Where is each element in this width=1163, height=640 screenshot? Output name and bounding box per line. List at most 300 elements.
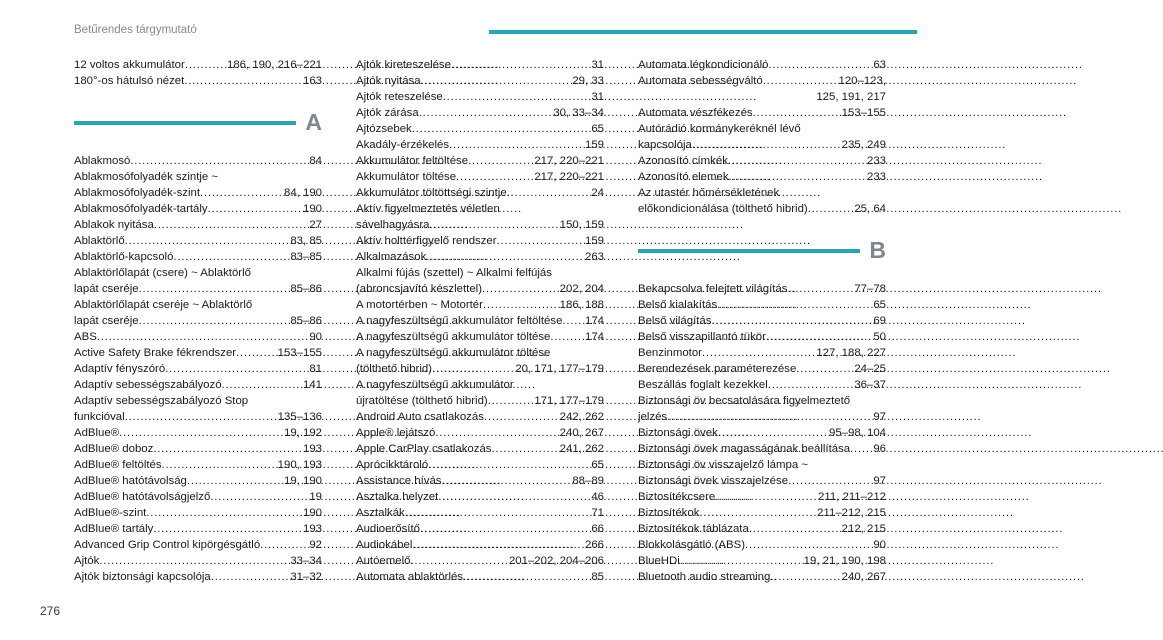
index-entry	[638, 441, 886, 457]
index-term: Biztonsági övek magasságának beállítása	[638, 443, 851, 455]
dot-leader	[173, 249, 290, 265]
index-entry	[638, 281, 886, 297]
index-pages: 141	[302, 379, 322, 391]
index-pages: 127, 188, 227	[816, 347, 886, 359]
dot-leader	[185, 57, 227, 73]
index-pages: 81	[309, 363, 322, 375]
index-pages: 31	[591, 91, 604, 103]
index-pages: 24–25	[854, 363, 886, 375]
index-entry	[638, 409, 886, 425]
dot-leader	[768, 377, 855, 393]
index-entry	[356, 553, 604, 569]
index-pages: 263	[584, 251, 604, 263]
index-pages: 242, 262	[559, 411, 604, 423]
dot-leader	[497, 233, 585, 249]
dot-leader	[236, 345, 278, 361]
index-pages: 65	[873, 299, 886, 311]
dot-leader	[468, 153, 534, 169]
dot-leader	[787, 281, 854, 297]
index-entry	[638, 329, 886, 345]
index-entry	[356, 393, 604, 409]
index-pages: 153–155	[277, 347, 322, 359]
index-entry	[356, 329, 604, 345]
index-term: A nagyfeszültségű akkumulátor feltöltése	[356, 315, 563, 327]
index-pages: 83, 85	[290, 235, 322, 247]
index-entry	[638, 569, 886, 585]
index-pages: 63	[873, 59, 886, 71]
section-letter: B	[869, 237, 886, 263]
dot-leader	[222, 377, 303, 393]
dot-leader	[99, 553, 290, 569]
index-pages: 84, 190	[283, 187, 322, 199]
index-entry	[356, 57, 604, 73]
index-entry	[74, 249, 322, 265]
index-entry	[638, 297, 886, 313]
index-term: Automata légkondicionáló	[638, 59, 769, 71]
index-term: Biztonsági övek visszajelzése	[638, 475, 789, 487]
dot-leader	[680, 553, 804, 569]
index-entry	[74, 201, 322, 217]
index-pages: 240, 267	[559, 427, 604, 439]
index-entry	[74, 233, 322, 249]
index-entry	[356, 233, 604, 249]
index-term: Bekapcsolva felejtett világítás	[638, 283, 788, 295]
section-heading-a	[74, 103, 322, 147]
dot-leader	[753, 105, 842, 121]
dot-leader	[426, 249, 585, 265]
index-pages: 97	[873, 475, 886, 487]
dot-leader	[482, 281, 560, 297]
index-pages: 266	[584, 539, 604, 551]
index-pages: 31	[591, 59, 604, 71]
index-term: kapcsolója	[638, 139, 692, 151]
index-term-line: Aktív figyelmeztetés véletlen	[356, 203, 500, 215]
index-entry	[638, 489, 886, 505]
dot-leader	[699, 505, 817, 521]
section-rule	[74, 121, 296, 125]
index-term: lapát cseréje	[74, 283, 139, 295]
header-accent-bar	[489, 30, 917, 34]
index-entry	[638, 313, 886, 329]
index-term: Ajtók zárása	[356, 107, 419, 119]
dot-leader	[562, 313, 585, 329]
index-term: Ajtók biztonsági kapcsolója	[74, 571, 211, 583]
index-pages: 120–123,	[838, 75, 886, 87]
index-term: előkondicionálása (tölthető hibrid)	[638, 203, 808, 215]
index-entry	[74, 281, 322, 297]
page-number: 276	[40, 604, 61, 618]
index-entry	[638, 473, 886, 489]
index-term: Berendezések paraméterezése	[638, 363, 797, 375]
dot-leader	[146, 505, 303, 521]
index-entry	[356, 569, 604, 585]
dot-leader	[492, 441, 560, 457]
dot-leader	[405, 505, 592, 521]
index-pages: 186, 188	[559, 299, 604, 311]
index-entry	[356, 313, 604, 329]
index-pages: 46	[591, 491, 604, 503]
index-term: Blokkolásgátló (ABS)	[638, 539, 745, 551]
index-pages-continued: 125, 191, 217	[816, 91, 886, 103]
index-pages: 240, 267	[841, 571, 886, 583]
index-entry	[356, 185, 604, 201]
index-term-line: Biztonsági öv visszajelző lámpa ~	[638, 459, 808, 471]
index-term: AdBlue® tartály	[74, 523, 154, 535]
index-entry	[356, 505, 604, 521]
index-term: Ajtók	[74, 555, 100, 567]
index-term-line: Alkalmi fújás (szettel) ~ Alkalmi felfújás	[356, 267, 552, 279]
index-term: Autóemelő	[356, 555, 411, 567]
index-entry	[638, 105, 886, 121]
dot-leader	[210, 489, 309, 505]
index-term: Ablakmosófolyadék-tartály	[74, 203, 208, 215]
index-pages: 84	[309, 155, 322, 167]
index-term: Benzinmotor	[638, 347, 702, 359]
dot-leader	[850, 441, 873, 457]
index-pages: 190, 193	[277, 459, 322, 471]
index-entry	[74, 185, 322, 201]
index-entry	[74, 409, 322, 425]
index-pages: 27	[309, 219, 322, 231]
section-rule	[638, 249, 860, 253]
index-term: Automata vészfékezés	[638, 107, 753, 119]
index-entry	[638, 537, 886, 553]
index-term: Belső világítás	[638, 315, 712, 327]
index-term: Biztosítékok	[638, 507, 700, 519]
index-pages: 31–32	[290, 571, 322, 583]
index-entry	[356, 137, 604, 153]
dot-leader	[484, 409, 560, 425]
index-entry	[356, 89, 604, 105]
index-entry	[74, 329, 322, 345]
index-term: Bluetooth audio streaming	[638, 571, 771, 583]
dot-leader	[728, 153, 867, 169]
index-term: ABS	[74, 331, 97, 343]
index-pages: 95–98, 104	[828, 427, 886, 439]
index-pages: 65	[591, 123, 604, 135]
index-pages: 66	[591, 523, 604, 535]
index-entry	[356, 249, 604, 265]
index-entry	[356, 297, 604, 313]
index-pages: 235, 249	[841, 139, 886, 151]
index-pages: 190	[302, 507, 322, 519]
dot-leader	[770, 569, 841, 585]
index-entry	[356, 153, 604, 169]
dot-leader	[451, 57, 591, 73]
index-term: Automata sebességváltó	[638, 75, 763, 87]
index-pages: 30, 33–34	[553, 107, 604, 119]
index-entry	[638, 345, 886, 361]
dot-leader	[412, 121, 592, 137]
dot-leader	[432, 361, 515, 377]
dot-leader	[187, 473, 284, 489]
index-pages: 19, 21, 190, 198	[803, 555, 886, 567]
index-term: AdBlue® hatótávolságjelző	[74, 491, 211, 503]
dot-leader	[125, 409, 278, 425]
dot-leader	[745, 537, 873, 553]
dot-leader	[711, 313, 873, 329]
dot-leader	[165, 361, 309, 377]
index-pages: 20, 171, 177–179	[515, 363, 604, 375]
index-term: AdBlue® hatótávolság	[74, 475, 187, 487]
index-pages: 174	[584, 315, 604, 327]
dot-leader	[154, 217, 310, 233]
index-term: Akkumulátor töltése	[356, 171, 457, 183]
index-term: AdBlue®	[74, 427, 120, 439]
index-term: (abroncsjavító készlettel)	[356, 283, 482, 295]
index-term: Biztonsági övek	[638, 427, 718, 439]
index-pages: 90	[873, 539, 886, 551]
index-term: újratöltése (tölthető hibrid)	[356, 395, 488, 407]
section-letter: A	[305, 109, 322, 135]
index-pages: 83–85	[290, 251, 322, 263]
index-column-1	[74, 57, 322, 585]
dot-leader	[749, 521, 842, 537]
index-pages: 33–34	[290, 555, 322, 567]
index-entry	[356, 473, 604, 489]
index-pages: 25, 64	[854, 203, 886, 215]
index-term: Ablakmosó	[74, 155, 131, 167]
dot-leader	[139, 313, 291, 329]
dot-leader	[153, 441, 303, 457]
index-term-line: Ablaktörlőlapát (csere) ~ Ablaktörlő	[74, 267, 251, 279]
running-header-title: Betűrendes tárgymutató	[74, 24, 197, 36]
dot-leader	[449, 137, 585, 153]
index-term: Ajtók nyitása	[356, 75, 421, 87]
index-pages: 88–89	[572, 475, 604, 487]
dot-leader	[796, 361, 854, 377]
dot-leader	[717, 297, 873, 313]
index-term: Assistance hívás	[356, 475, 442, 487]
dot-leader	[667, 409, 873, 425]
index-term: Aprócikktároló	[356, 459, 429, 471]
index-term-line: Az utastér hőmérsékletének	[638, 187, 780, 199]
dot-leader	[483, 297, 560, 313]
index-term: Ablakok nyitása	[74, 219, 154, 231]
index-entry	[638, 201, 886, 217]
dot-leader	[119, 425, 284, 441]
index-pages: 97	[873, 411, 886, 423]
dot-leader	[429, 217, 559, 233]
index-term: Automata ablaktörlés	[356, 571, 464, 583]
index-entry	[356, 281, 604, 297]
index-entry	[356, 105, 604, 121]
index-term: Belső visszapillantó tükör	[638, 331, 766, 343]
dot-leader	[766, 329, 873, 345]
index-term: jelzés	[638, 411, 668, 423]
index-entry	[74, 377, 322, 393]
index-term: Ablaktörlő	[74, 235, 125, 247]
index-term: Biztosítékok táblázata	[638, 523, 749, 535]
index-term: Azonosító címkék	[638, 155, 728, 167]
index-pages: 85–86	[290, 315, 322, 327]
index-entry	[74, 553, 322, 569]
index-entry	[74, 73, 322, 89]
index-pages: 65	[591, 459, 604, 471]
index-pages: 92	[309, 539, 322, 551]
index-entry	[74, 473, 322, 489]
dot-leader	[702, 345, 816, 361]
section-heading-b	[638, 231, 886, 275]
index-entry	[356, 489, 604, 505]
dot-leader	[808, 201, 855, 217]
index-entry	[356, 409, 604, 425]
index-entry	[638, 361, 886, 377]
index-term: 12 voltos akkumulátor	[74, 59, 185, 71]
index-pages: 233	[866, 155, 886, 167]
dot-leader	[162, 457, 278, 473]
index-entry	[356, 121, 604, 137]
index-term: AdBlue® doboz	[74, 443, 154, 455]
index-term: funkcióval	[74, 411, 125, 423]
index-term: AdBlue®-szint	[74, 507, 147, 519]
index-term-line: Biztonsági öv becsatolására figyelmeztető	[638, 395, 851, 407]
index-entry	[74, 489, 322, 505]
index-entry	[356, 521, 604, 537]
index-term: Beszállás foglalt kezekkel	[638, 379, 768, 391]
index-pages: 211, 211–212	[818, 491, 886, 503]
index-entry	[356, 537, 604, 553]
index-term-line: Autórádió kormánykeréknél lévő	[638, 123, 801, 135]
index-entry	[74, 441, 322, 457]
index-entry	[74, 425, 322, 441]
index-entry	[74, 505, 322, 521]
index-term: BlueHDi	[638, 555, 680, 567]
index-term: Adaptív sebességszabályozó	[74, 379, 222, 391]
index-term: lapát cseréje	[74, 315, 139, 327]
index-entry	[74, 57, 322, 73]
index-pages: 153–155	[841, 107, 886, 119]
index-pages: 201–202, 204–206	[508, 555, 604, 567]
index-entry	[638, 137, 886, 153]
index-pages: 19, 192	[283, 427, 322, 439]
dot-leader	[463, 569, 591, 585]
index-entry	[638, 73, 886, 89]
index-pages: 174	[584, 331, 604, 343]
index-pages: 190	[302, 203, 322, 215]
index-term: Apple® lejátszó	[356, 427, 436, 439]
index-term: 180°-os hátulsó nézet	[74, 75, 185, 87]
index-pages: 193	[302, 523, 322, 535]
dot-leader	[200, 185, 284, 201]
index-term: Asztalka helyzet	[356, 491, 439, 503]
dot-leader	[211, 569, 291, 585]
index-pages: 90	[309, 331, 322, 343]
index-pages: 211–212, 215	[817, 507, 886, 519]
dot-leader	[441, 473, 572, 489]
dot-leader	[184, 73, 303, 89]
index-term: Ablaktörlő-kapcsoló	[74, 251, 174, 263]
index-term: Akadály-érzékelés	[356, 139, 450, 151]
dot-leader	[97, 329, 310, 345]
index-term: Ajtózsebek	[356, 123, 412, 135]
dot-leader	[763, 73, 839, 89]
index-term: A motortérben ~ Motortér	[356, 299, 483, 311]
index-term: A nagyfeszültségű akkumulátor töltése	[356, 331, 551, 343]
dot-leader	[488, 393, 535, 409]
index-pages: 19	[309, 491, 322, 503]
index-pages: 85–86	[290, 283, 322, 295]
index-term: Ajtók kireteszelése	[356, 59, 451, 71]
index-pages: 71	[591, 507, 604, 519]
dot-leader	[139, 281, 291, 297]
index-entry	[356, 457, 604, 473]
index-pages: 212, 215	[841, 523, 886, 535]
index-pages: 241, 262	[559, 443, 604, 455]
index-term: AdBlue® feltöltés	[74, 459, 162, 471]
index-entry	[356, 217, 604, 233]
index-pages: 202, 204	[559, 283, 604, 295]
index-term-line: A nagyfeszültségű akkumulátor töltése	[356, 347, 551, 359]
index-term-line: A nagyfeszültségű akkumulátor	[356, 379, 514, 391]
index-pages: 36–37	[854, 379, 886, 391]
index-pages: 186, 190, 216–221	[226, 59, 322, 71]
index-entry	[356, 169, 604, 185]
index-entry	[356, 441, 604, 457]
index-pages: 19, 190	[283, 475, 322, 487]
dot-leader	[768, 57, 873, 73]
index-column-2	[356, 57, 604, 585]
index-entry	[74, 457, 322, 473]
index-term: Audioerősítő	[356, 523, 420, 535]
index-term: Audiokábel	[356, 539, 413, 551]
dot-leader	[715, 489, 818, 505]
index-entry	[638, 57, 886, 73]
dot-leader	[410, 553, 509, 569]
index-entry	[74, 361, 322, 377]
dot-leader	[550, 329, 585, 345]
index-pages: 96	[873, 443, 886, 455]
dot-leader	[153, 521, 303, 537]
index-entry	[74, 345, 322, 361]
index-pages: 24	[591, 187, 604, 199]
dot-leader	[421, 73, 573, 89]
dot-leader	[420, 521, 591, 537]
dot-leader	[435, 425, 559, 441]
dot-leader	[507, 185, 592, 201]
index-pages: 193	[302, 443, 322, 455]
dot-leader	[438, 489, 591, 505]
index-pages: 217, 220–221	[534, 171, 604, 183]
index-entry	[638, 553, 886, 569]
index-term: Active Safety Brake fékrendszer	[74, 347, 237, 359]
index-entry	[74, 313, 322, 329]
index-term: Belső kialakítás	[638, 299, 718, 311]
index-pages: 85	[591, 571, 604, 583]
index-pages: 29, 33	[572, 75, 604, 87]
dot-leader	[130, 153, 309, 169]
index-term-line: Adaptív sebességszabályozó Stop	[74, 395, 249, 407]
index-pages: 217, 220–221	[534, 155, 604, 167]
index-pages: 135–136	[277, 411, 322, 423]
index-term: Aktív holttérfigyelő rendszer	[356, 235, 497, 247]
dot-leader	[456, 169, 534, 185]
index-term: Alkalmazások	[356, 251, 427, 263]
index-term: Akkumulátor feltöltése	[356, 155, 469, 167]
dot-leader	[692, 137, 842, 153]
index-term-line: Ablaktörlőlapát cseréje ~ Ablaktörlő	[74, 299, 253, 311]
index-term: Asztalkák	[356, 507, 405, 519]
index-pages: 159	[584, 139, 604, 151]
index-term-line: Ablakmosófolyadék szintje ~	[74, 171, 219, 183]
index-entry	[356, 73, 604, 89]
index-pages: 150, 159	[559, 219, 604, 231]
index-entry	[638, 169, 886, 185]
index-term: Akkumulátor töltöttségi szintje	[356, 187, 507, 199]
index-term: Advanced Grip Control kipörgésgátló	[74, 539, 261, 551]
index-term: Ajtók reteszelése	[356, 91, 443, 103]
index-term: Biztosítékcsere	[638, 491, 716, 503]
